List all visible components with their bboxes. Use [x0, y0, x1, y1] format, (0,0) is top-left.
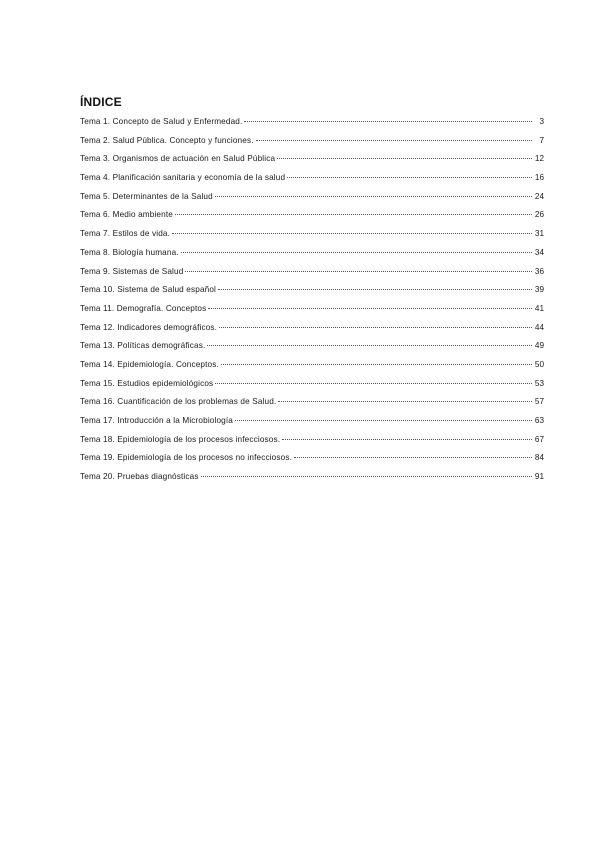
- toc-entry-page-number: 84: [534, 453, 544, 463]
- toc-entry-label: Tema 3. Organismos de actuación en Salud Pública: [80, 154, 276, 164]
- toc-entry-page-number: 41: [534, 303, 544, 313]
- toc-entry-label: Tema 15. Estudios epidemiológicos: [80, 378, 214, 388]
- toc-entry[interactable]: [80, 337, 544, 356]
- toc-entry-page-number: 3: [539, 117, 544, 126]
- dot-leader: [185, 271, 532, 272]
- dot-leader: [235, 420, 532, 421]
- toc-entry-label: Tema 7. Estilos de vida.: [80, 229, 171, 239]
- toc-entry-page-number: 67: [534, 434, 544, 444]
- toc-entry-label: Tema 18. Epidemiología de los procesos infecciosos.: [80, 434, 281, 444]
- dot-leader: [208, 308, 532, 309]
- toc-entry-label: Tema 19. Epidemiología de los procesos no infecciosos.: [80, 453, 292, 463]
- toc-entry-page-number: 16: [534, 173, 544, 183]
- toc-entry[interactable]: [80, 113, 544, 132]
- dot-leader: [287, 177, 532, 178]
- toc-entry[interactable]: [80, 169, 544, 188]
- toc-entry[interactable]: [80, 393, 544, 412]
- toc-list: [80, 113, 544, 487]
- toc-entry[interactable]: [80, 244, 544, 263]
- toc-entry-page-number: 53: [534, 378, 544, 388]
- toc-entry-label: Tema 1. Concepto de Salud y Enfermedad.: [80, 117, 243, 126]
- toc-entry[interactable]: [80, 225, 544, 244]
- toc-entry[interactable]: [80, 356, 544, 375]
- dot-leader: [277, 158, 532, 159]
- toc-entry-label: Tema 20. Pruebas diagnósticas: [80, 472, 199, 482]
- dot-leader: [278, 401, 532, 402]
- dot-leader: [172, 233, 532, 234]
- dot-leader: [221, 364, 532, 365]
- dot-leader: [256, 140, 532, 141]
- toc-entry[interactable]: [80, 468, 544, 487]
- toc-entry[interactable]: [80, 263, 544, 282]
- toc-entry-page-number: 34: [534, 247, 544, 257]
- dot-leader: [201, 476, 532, 477]
- dot-leader: [294, 457, 532, 458]
- toc-entry-page-number: 31: [534, 229, 544, 239]
- toc-entry-label: Tema 8. Biología humana.: [80, 247, 179, 257]
- toc-entry[interactable]: [80, 431, 544, 450]
- toc-entry[interactable]: [80, 412, 544, 431]
- toc-entry-label: Tema 11. Demografía. Conceptos: [80, 303, 207, 313]
- toc-entry-label: Tema 10. Sistema de Salud español: [80, 285, 217, 295]
- toc-entry-page-number: 57: [534, 397, 544, 407]
- dot-leader: [207, 345, 532, 346]
- table-of-contents: [80, 93, 544, 487]
- toc-entry[interactable]: [80, 281, 544, 300]
- toc-entry-label: Tema 4. Planificación sanitaria y economía de la salud: [80, 173, 286, 183]
- toc-entry-page-number: 7: [539, 135, 544, 145]
- toc-entry[interactable]: [80, 150, 544, 169]
- toc-heading: ÍNDICE: [80, 95, 122, 109]
- toc-entry-page-number: 24: [534, 191, 544, 201]
- toc-entry-page-number: 44: [534, 322, 544, 332]
- toc-entry-page-number: 36: [534, 266, 544, 276]
- toc-entry-label: Tema 13. Políticas demográficas.: [80, 341, 206, 351]
- toc-entry[interactable]: [80, 319, 544, 338]
- toc-entry-page-number: 39: [534, 285, 544, 295]
- dot-leader: [218, 289, 532, 290]
- toc-entry-label: Tema 14. Epidemiología. Conceptos.: [80, 359, 219, 369]
- toc-entry[interactable]: [80, 206, 544, 225]
- toc-entry-label: Tema 2. Salud Pública. Concepto y funciones.: [80, 135, 254, 145]
- toc-entry-page-number: 91: [534, 472, 544, 482]
- toc-entry-page-number: 12: [534, 154, 544, 164]
- toc-entry[interactable]: [80, 188, 544, 207]
- toc-entry-label: Tema 5. Determinantes de la Salud: [80, 191, 213, 201]
- toc-entry-label: Tema 6. Medio ambiente: [80, 210, 173, 220]
- toc-entry-label: Tema 12. Indicadores demográficos.: [80, 322, 218, 332]
- toc-entry[interactable]: [80, 300, 544, 319]
- dot-leader: [181, 252, 532, 253]
- toc-entry[interactable]: [80, 375, 544, 394]
- dot-leader: [215, 196, 532, 197]
- toc-entry-page-number: 63: [534, 416, 544, 425]
- dot-leader: [219, 327, 532, 328]
- dot-leader: [282, 439, 532, 440]
- toc-entry-page-number: 49: [534, 341, 544, 351]
- toc-entry-page-number: 26: [534, 210, 544, 220]
- toc-entry[interactable]: [80, 449, 544, 468]
- toc-entry-label: Tema 9. Sistemas de Salud: [80, 266, 184, 276]
- dot-leader: [215, 383, 532, 384]
- dot-leader: [175, 214, 532, 215]
- toc-entry-label: Tema 16. Cuantificación de los problemas de Salud.: [80, 397, 277, 407]
- toc-entry-label: Tema 17. Introducción a la Microbiología: [80, 416, 233, 425]
- toc-entry[interactable]: [80, 132, 544, 151]
- toc-entry-page-number: 50: [534, 359, 544, 369]
- dot-leader: [244, 121, 532, 122]
